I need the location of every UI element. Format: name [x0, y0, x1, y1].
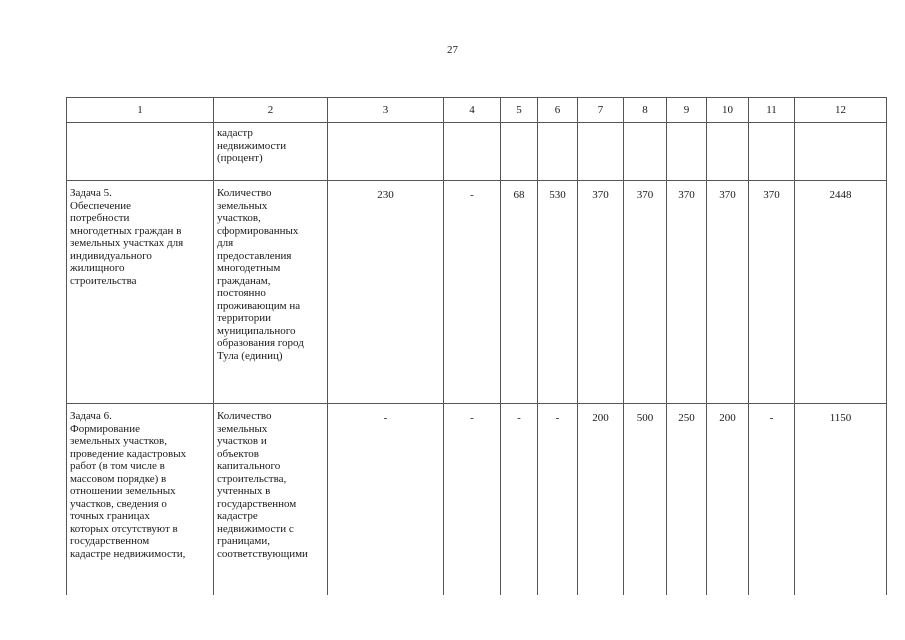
value-cell: 500	[624, 404, 667, 596]
header-cell: 10	[707, 98, 749, 123]
indicator-line: участков,	[217, 212, 261, 224]
value-cell	[328, 123, 444, 181]
value-cell: 200	[578, 404, 624, 596]
task-line: строительства	[70, 274, 137, 287]
task-line: кадастре недвижимости,	[70, 547, 186, 560]
indicator-line: участков и	[217, 435, 267, 447]
value-cell: 68	[501, 181, 538, 404]
value-cell	[624, 123, 667, 181]
table-row	[67, 404, 887, 596]
indicator-line: предоставления	[217, 249, 292, 262]
value-cell: -	[444, 404, 501, 596]
value-cell	[707, 123, 749, 181]
table-row	[67, 181, 887, 404]
header-cell: 8	[624, 98, 667, 123]
value-cell: 2448	[795, 181, 887, 404]
header-cell: 6	[538, 98, 578, 123]
value-cell	[501, 123, 538, 181]
value-cell: -	[538, 404, 578, 596]
task-cell	[67, 181, 214, 404]
task-line: точных границах	[70, 510, 150, 522]
indicator-cell	[214, 123, 328, 181]
header-cell: 2	[214, 98, 328, 123]
value-cell	[444, 123, 501, 181]
value-cell	[667, 123, 707, 181]
task-line: массовом порядке) в	[70, 472, 167, 485]
table-row	[67, 123, 887, 181]
page-number: 27	[447, 44, 458, 56]
indicators-table	[66, 97, 887, 595]
value-cell: 370	[749, 181, 795, 404]
indicator-line: территории	[217, 312, 272, 324]
indicator-line: соответствующими	[217, 547, 308, 560]
task-line: участков, сведения о	[70, 497, 167, 510]
indicator-line: для	[217, 237, 234, 249]
indicator-line: сформированных	[217, 224, 299, 237]
header-cell: 4	[444, 98, 501, 123]
header-cell: 5	[501, 98, 538, 123]
indicator-line: гражданам,	[217, 274, 271, 287]
value-cell: 370	[667, 181, 707, 404]
indicator-line: постоянно	[217, 287, 266, 299]
value-cell: 370	[707, 181, 749, 404]
indicator-cell	[214, 181, 328, 404]
value-cell: 250	[667, 404, 707, 596]
task-cell	[67, 404, 214, 596]
indicator-line: Количество	[217, 187, 272, 199]
indicator-line: образования город	[217, 337, 304, 349]
indicator-line: учтенных в	[217, 485, 271, 497]
task-line: которых отсутствуют в	[70, 522, 178, 535]
task-line: Задача 5.	[70, 187, 112, 199]
value-cell	[749, 123, 795, 181]
value-cell: 230	[328, 181, 444, 404]
task-line: проведение кадастровых	[70, 447, 187, 460]
header-cell: 1	[67, 98, 214, 123]
indicator-line: кадастр	[217, 127, 253, 139]
header-cell: 12	[795, 98, 887, 123]
indicator-line: Количество	[217, 410, 272, 422]
value-cell	[795, 123, 887, 181]
indicator-line: кадастре	[217, 510, 258, 522]
task-line: потребности	[70, 212, 130, 224]
value-cell: 200	[707, 404, 749, 596]
value-cell: -	[749, 404, 795, 596]
value-cell: -	[501, 404, 538, 596]
value-cell: -	[328, 404, 444, 596]
header-cell: 7	[578, 98, 624, 123]
indicator-line: муниципального	[217, 324, 296, 337]
task-line: многодетных граждан в	[70, 224, 182, 237]
task-line: отношении земельных	[70, 485, 176, 497]
value-cell: 370	[578, 181, 624, 404]
task-line: Формирование	[70, 422, 140, 435]
indicator-line: строительства,	[217, 472, 287, 485]
header-cell: 3	[328, 98, 444, 123]
header-cell: 11	[749, 98, 795, 123]
task-line: работ (в том числе в	[70, 460, 165, 472]
indicator-line: капитального	[217, 460, 281, 472]
header-row	[67, 98, 887, 123]
indicator-line: земельных	[217, 199, 268, 212]
header-cell: 9	[667, 98, 707, 123]
task-line: земельных участках для	[70, 237, 184, 249]
task-line: жилищного	[70, 262, 125, 274]
indicator-line: Тула (единиц)	[217, 349, 283, 362]
task-line: государственном	[70, 535, 150, 547]
value-cell: 1150	[795, 404, 887, 596]
indicator-line: границами,	[217, 535, 271, 547]
indicator-line: недвижимости с	[217, 522, 294, 535]
indicator-cell	[214, 404, 328, 596]
indicator-line: проживающим на	[217, 299, 301, 312]
value-cell: 530	[538, 181, 578, 404]
indicator-line: объектов	[217, 447, 259, 460]
task-cell	[67, 123, 214, 181]
indicator-line: земельных	[217, 422, 268, 435]
indicator-line: недвижимости	[217, 139, 287, 152]
task-line: Задача 6.	[70, 410, 112, 422]
indicator-line: многодетным	[217, 262, 281, 274]
indicator-line: (процент)	[217, 152, 263, 164]
indicator-line: государственном	[217, 497, 297, 510]
task-line: земельных участков,	[70, 435, 167, 447]
value-cell	[538, 123, 578, 181]
value-cell	[578, 123, 624, 181]
value-cell: -	[444, 181, 501, 404]
value-cell: 370	[624, 181, 667, 404]
task-line: индивидуального	[70, 249, 152, 262]
task-line: Обеспечение	[70, 199, 131, 212]
